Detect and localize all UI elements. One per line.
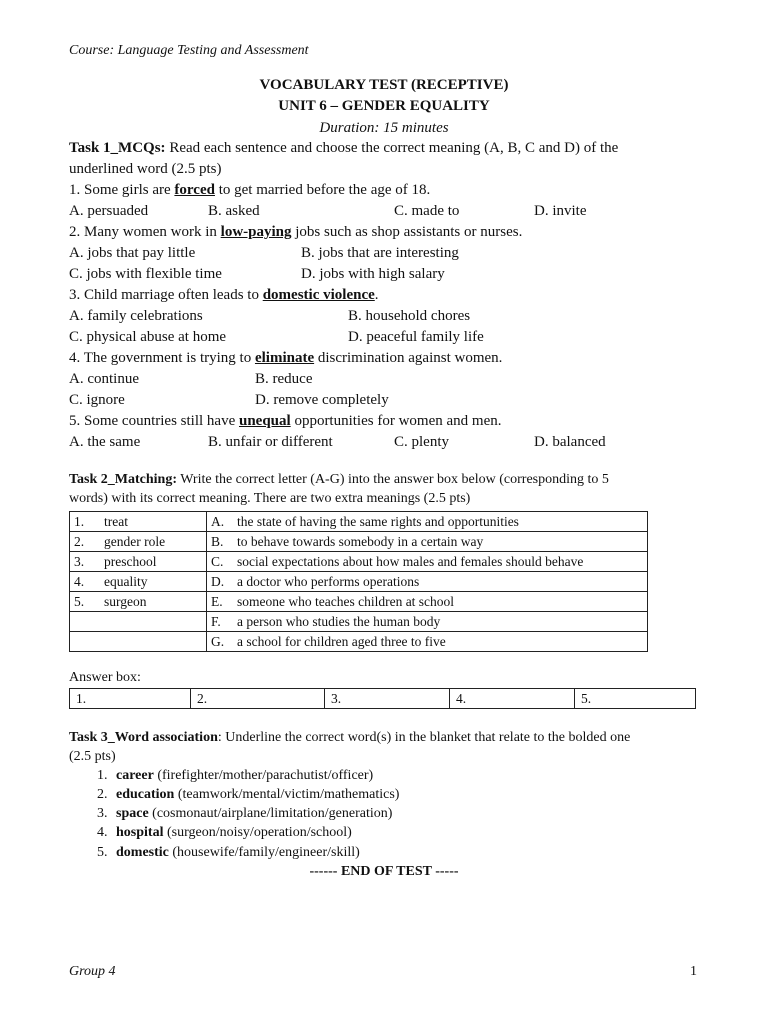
q5-option-d: D. balanced xyxy=(534,434,606,450)
q5-option-a: A. the same xyxy=(69,434,141,450)
page-number: 1 xyxy=(690,964,697,979)
q4-option-b: B. reduce xyxy=(255,371,313,387)
q5-option-b: B. unfair or different xyxy=(208,434,333,450)
matching-row xyxy=(70,612,648,632)
matching-row xyxy=(70,512,648,532)
answer-box xyxy=(69,688,696,709)
association-item-3: 3. space (cosmonaut/airplane/limitation/generation) xyxy=(97,806,393,821)
word-cell: 5. surgeon xyxy=(70,592,207,612)
meaning-cell: F. a person who studies the human body xyxy=(207,612,648,632)
q4-option-c: C. ignore xyxy=(69,392,125,408)
q3-option-a: A. family celebrations xyxy=(69,308,203,324)
task3-heading: Task 3_Word association xyxy=(69,730,218,745)
target-word: eliminate xyxy=(254,350,315,366)
q2-option-d: D. jobs with high salary xyxy=(301,266,445,282)
q1-option-a: A. persuaded xyxy=(69,203,149,219)
meaning-cell: G. a school for children aged three to five xyxy=(207,632,648,652)
task2-instructions-cont: words) with its correct meaning. There are two extra meanings (2.5 pts) xyxy=(69,491,471,506)
association-item-4: 4. hospital (surgeon/noisy/operation/school) xyxy=(97,825,352,840)
target-word: forced xyxy=(174,182,215,198)
q1-option-b: B. asked xyxy=(208,203,260,219)
meaning-cell: E. someone who teaches children at school xyxy=(207,592,648,612)
target-word: low-paying xyxy=(220,224,292,240)
q2-option-a: A. jobs that pay little xyxy=(69,245,196,261)
q3-option-c: C. physical abuse at home xyxy=(69,329,227,345)
word-cell: 3. preschool xyxy=(70,552,207,572)
matching-row xyxy=(70,532,648,552)
matching-row xyxy=(70,632,648,652)
question-4: 4. The government is trying to eliminate discrimination against women. xyxy=(69,350,503,366)
association-item-1: 1. career (firefighter/mother/parachutist/officer) xyxy=(97,768,374,783)
answer-cell-3[interactable]: 3. xyxy=(325,689,450,709)
word-cell: 4. equality xyxy=(70,572,207,592)
answer-cell-5[interactable]: 5. xyxy=(575,689,696,709)
matching-row xyxy=(70,592,648,612)
word-cell xyxy=(70,632,207,652)
matching-row xyxy=(70,552,648,572)
target-word: unequal xyxy=(238,413,291,429)
q4-option-a: A. continue xyxy=(69,371,139,387)
meaning-cell: D. a doctor who performs operations xyxy=(207,572,648,592)
footer-group: Group 4 xyxy=(69,964,116,979)
task1-instructions-cont: underlined word (2.5 pts) xyxy=(69,161,222,177)
duration: Duration: 15 minutes xyxy=(319,120,449,136)
question-3: 3. Child marriage often leads to domestic violence. xyxy=(69,287,379,303)
end-of-test: ------ END OF TEST ----- xyxy=(309,864,459,879)
q3-option-d: D. peaceful family life xyxy=(348,329,484,345)
question-2: 2. Many women work in low-paying jobs such as shop assistants or nurses. xyxy=(69,224,523,240)
word-cell xyxy=(70,612,207,632)
q1-option-c: C. made to xyxy=(394,203,460,219)
q2-option-c: C. jobs with flexible time xyxy=(69,266,222,282)
task2-instructions: Task 2_Matching: Write the correct letter (A-G) into the answer box below (corresponding to 5 xyxy=(69,472,609,487)
association-item-5: 5. domestic (housewife/family/engineer/skill) xyxy=(97,845,360,860)
task1-instructions: Task 1_MCQs: Read each sentence and choose the correct meaning (A, B, C and D) of the xyxy=(69,140,619,156)
task2-heading: Task 2_Matching: xyxy=(69,472,178,487)
test-title: VOCABULARY TEST (RECEPTIVE) xyxy=(259,77,509,93)
q4-option-d: D. remove completely xyxy=(255,392,389,408)
answer-cell-1[interactable]: 1. xyxy=(70,689,191,709)
task3-instructions-cont: (2.5 pts) xyxy=(69,749,116,764)
unit-title: UNIT 6 – GENDER EQUALITY xyxy=(278,98,490,114)
answer-box-label: Answer box: xyxy=(69,670,141,685)
course-name: Course: Language Testing and Assessment xyxy=(69,43,309,58)
q1-option-d: D. invite xyxy=(534,203,587,219)
target-word: domestic violence xyxy=(262,287,375,303)
question-5: 5. Some countries still have unequal opportunities for women and men. xyxy=(69,413,502,429)
answer-cell-2[interactable]: 2. xyxy=(191,689,325,709)
q3-option-b: B. household chores xyxy=(348,308,471,324)
meaning-cell: A. the state of having the same rights and opportunities xyxy=(207,512,648,532)
q2-option-b: B. jobs that are interesting xyxy=(301,245,459,261)
meaning-cell: B. to behave towards somebody in a certain way xyxy=(207,532,648,552)
matching-row xyxy=(70,572,648,592)
answer-cell-4[interactable]: 4. xyxy=(450,689,575,709)
association-item-2: 2. education (teamwork/mental/victim/mathematics) xyxy=(97,787,400,802)
task3-instructions: Task 3_Word association: Underline the correct word(s) in the blanket that relate to the bolded one xyxy=(69,730,631,745)
word-cell: 1. treat xyxy=(70,512,207,532)
word-cell: 2. gender role xyxy=(70,532,207,552)
matching-table xyxy=(69,511,648,652)
meaning-cell: C. social expectations about how males and females should behave xyxy=(207,552,648,572)
q5-option-c: C. plenty xyxy=(394,434,449,450)
task1-heading: Task 1_MCQs: xyxy=(69,140,166,156)
question-1: 1. Some girls are forced to get married before the age of 18. xyxy=(69,182,431,198)
